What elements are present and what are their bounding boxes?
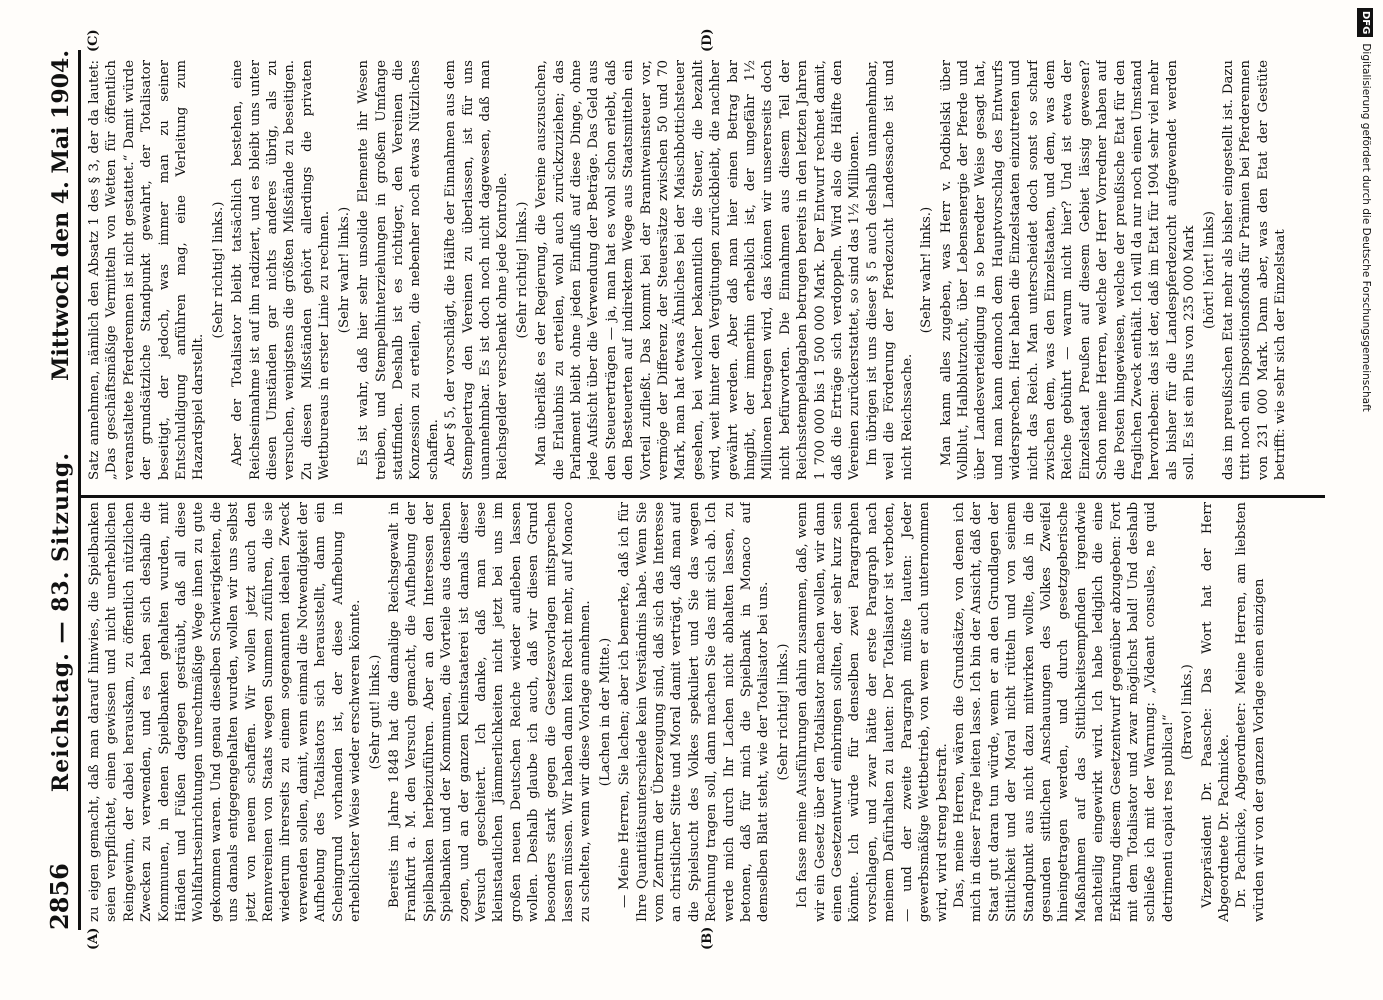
- paragraph: Aber § 5, der vorschlägt, die Hälfte der Einnahmen aus dem Stempelertrag den Vereinen zu überlassen, ist für uns unannehmbar. Es ist doch noch nicht dagewesen, daß man Reichsgelder verschenkt ohne jede Kontrolle.: [443, 60, 511, 480]
- dfg-logo: DFG: [1357, 8, 1373, 37]
- interjection: (Sehr richtig! links.): [775, 643, 791, 781]
- paragraph: Im übrigen ist uns dieser § 5 auch deshalb unannehmbar, weil die Förderung der Pferdezucht Landessache ist und nicht Reichssache.: [864, 60, 915, 480]
- session-date: Mittwoch den 4. Mai 1904.: [48, 50, 74, 381]
- paragraph: Man überläßt es der Regierung, die Vereine auszusuchen, die Erlaubnis zu erteilen, wohl auch zurückzuziehen; das Parlament bleibt ohne jeden Einfluß auf diese Dinge, ohne jede Aufsicht über die Verwendung der Beträge. Das Geld aus den Steuererträgen — ja, man hat es wohl schon erlebt, daß den Besteuerten auf indirektem Wege aus Staatsmitteln ein Vorteil zufließt. Das kommt bei der Branntweinsteuer vor, vermöge der Differenz der Steuersätze zwischen 50 und 70 Mark, man hat etwas Ähnliches bei der Maischbottichsteuer gesehen, bei welcher bekanntlich die Steuer, die bezahlt wird, weit hinter den Vergütungen zurückbleibt, die nachher gewährt werden. Aber daß man hier einen Betrag bar hingibt, der immerhin erheblich ist, der ungefähr 1½ Millionen betragen wird, das können wir unsererseits doch nicht befürworten. Die Einnahmen aus diesem Teil der Reichsstempelabgaben betrugen bereits in den letzten Jahren 1 700 000 bis 1 500 000 Mark. Der Entwurf rechnet damit, daß die Erträge sich verdoppeln. Wird also die Hälfte den Vereinen zurückerstattet, so sind das 1½ Millionen.: [534, 60, 863, 480]
- paragraph: Bereits im Jahre 1848 hat die damalige Reichsgewalt in Frankfurt a. M. den Versuch gemacht, die Aufhebung der Spielbanken herbeizuführen. Aber an den Interessen der Spielbanken und der Kommunen, die Vorteile aus denselben zogen, und an der ganzen Kleinstaaterei ist damals dieser Versuch gescheitert. Ich danke, daß man diese kleinstaatlichen Jämmerlichkeiten nicht jetzt bei uns im großen neuen Deutschen Reiche wieder aufleben lassen wollen. Deshalb glaube ich auch, daß wir diesen Grund besonders stark gegen die Gesetzesvorlagen mitsprechen lassen müssen. Wir haben dann kein Recht mehr, auf Monaco zu schelten, wenn wir diese Vorlage annehmen.: [386, 502, 594, 922]
- interjection: (Sehr wahr! links.): [336, 206, 352, 334]
- paragraph: Ich fasse meine Ausführungen dahin zusammen, daß, wenn wir ein Gesetz über den Totalisator machen wollen, wir dann einen Gesetzentwurf einbringen sollten, der sehr kurz sein könnte. Ich würde für denselben zwei Paragraphen vorschlagen, und zwar hätte der erste Paragraph nach meinem Dafürhalten zu lauten: Der Totalisator ist verboten, — und der zweite Paragraph müßte lauten: Jeder gewerbsmäßige Wettbetrieb, von wem er auch unternommen wird, wird streng bestraft.: [795, 502, 950, 922]
- left-column: [86, 502, 1326, 922]
- paragraph: Man kann alles zugeben, was Herr v. Podbielski über Vollblut, Halbblutzucht, über Lebensenergie der Pferde und über Landesverteidigung in so beredter Weise gesagt hat, und man kann dennoch dem Hauptvorschlag des Entwurfs widersprechen. Hier haben die Einzelstaaten einzutreten und nicht das Reich. Man unterscheidet doch sonst so scharf zwischen dem, was den Einzelstaaten, und dem, was dem Reiche gebührt — warum nicht hier? Und ist etwa der Einzelstaat Preußen auf diesem Gebiet lässig gewesen? Schon meine Herren, welche der Herr Vorredner haben auf die Posten hingewiesen, welche der preußische Etat für den fraglichen Zweck enthält. Ich will da nur noch einen Umstand hervorheben: das ist der, daß im Etat für 1904 sehr viel mehr als bisher für die Landespferdezucht aufgewendet werden soll. Es ist ein Plus von 235 000 Mark: [938, 60, 1198, 480]
- session-title: Reichstag. — 83. Sitzung.: [48, 452, 74, 793]
- column-divider: [80, 495, 1325, 498]
- paragraph: Aber der Totalisator bleibt tatsächlich bestehen, eine Reichseinnahme ist auf ihn radiziert, und es bleibt uns unter diesen Umständen gar nichts anderes übrig, als zu versuchen, wenigstens die größten Mißstände zu beseitigen. Zu diesen Mißständen gehört allerdings die privaten Wettbureaus in erster Linie zu rechnen.: [230, 60, 333, 480]
- header-rule: [78, 50, 81, 930]
- paragraph: Es ist wahr, daß hier sehr unsolide Elemente ihr Wesen treiben, und Stempelhinterziehungen in großem Umfange stattfinden. Deshalb ist es richtiger, den Vereinen die Konzession zu erteilen, die nebenher noch etwas Nützliches schaffen.: [356, 60, 441, 480]
- interjection: (Sehr wahr! links.): [919, 206, 935, 334]
- paragraph: — Meine Herren, Sie lachen; aber ich bemerke, daß ich für Ihre Quantitätsunterschiede kein Verständnis habe. Wenn Sie vom Zentrum der Überzeugung sind, daß sich das Interesse an christlicher Sitte und Moral damit verträgt, daß man auf die Spielsucht des Volkes spekuliert und Sie das wegen Rechnung tragen soll, dann machen Sie das mit sich ab. Ich werde mich durch Ihr Lachen nicht abhalten lassen, zu betonen, daß für mich die Spielbank in Monaco auf demselben Blatt steht, wie der Totalisator bei uns.: [617, 502, 772, 922]
- stamp-text: Digitalisierung gefördert durch die Deutsche Forschungsgemeinschaft: [1360, 43, 1372, 412]
- speaker-paragraph: Vizepräsident Dr. Paasche: Das Wort hat der Herr Abgeordnete Dr. Pachnicke.: [1199, 502, 1232, 922]
- paragraph: das im preußischen Etat mehr als bisher eingestellt ist. Dazu tritt noch ein Dispositionsfonds für Prämien bei Pferderennen von 231 000 Mark. Dann aber, was den Etat der Gestüte betrifft: wie sehr sich der Einzelstaat: [1221, 60, 1289, 480]
- interjection: (Sehr gut! links.): [367, 654, 383, 770]
- margin-mark-b: (B): [700, 926, 715, 950]
- page-number: 2856: [45, 863, 74, 930]
- interjection: (Bravo! links.): [1180, 664, 1196, 760]
- paragraph: Das, meine Herren, wären die Grundsätze, von denen ich mich in dieser Frage leiten lasse. Ich bin der Ansicht, daß der Staat gut daran tun würde, wenn er an den Grundlagen der Sittlichkeit und der Moral nicht rütteln und von seinem Standpunkt aus nicht dazu mitwirken wollte, daß in die gesunden sittlichen Anschauungen des Volkes Zweifel hineingetragen werden, und durch gesetzgeberische Maßnahmen auf das Sittlichkeitsempfinden irgendwie nachteilig eingewirkt wird. Ich habe lediglich die eine Erklärung diesem Gesetzentwurf gegenüber abzugeben: Fort mit dem Totalisator und zwar möglichst bald! Und deshalb schließe ich mit der Warnung: „Videant consules, ne quid detrimenti capiat res publica!“: [951, 502, 1176, 922]
- interjection: (Lachen in der Mitte.): [597, 637, 613, 787]
- paragraph: zu eigen gemacht, daß man darauf hinwies, die Spielbanken seien verpflichtet, einen gewissen und nicht unerheblichen Reingewinn, der dabei herauskam, zu öffentlich nützlichen Zwecken zu verwenden, und es haben sich deshalb die Kommunen, in denen Spielbanken gehalten wurden, mit Händen und Füßen dagegen gesträubt, daß all diese Wohlfahrtseinrichtungen unrechtmäßige Wege ihnen zu gute gekommen waren. Und genau dieselben Schwierigkeiten, die uns damals entgegengehalten wurden, wollen wir uns selbst jetzt von neuem schaffen. Wir wollen jetzt auch den Rennvereinen von Staats wegen Summen zuführen, die sie wiederum ihrerseits zu einem sogenannten idealen Zweck verwenden sollen, damit, wenn einmal die Notwendigkeit der Aufhebung des Totalisators sich herausstellt, dann ein Scheingrund vorhanden ist, der diese Aufhebung in erheblichster Weise wieder erschweren könnte.: [87, 502, 364, 922]
- right-column: [86, 60, 1326, 480]
- margin-mark-a: (A): [86, 927, 101, 950]
- interjection: (Sehr richtig! links.): [210, 201, 226, 339]
- page-header: [40, 50, 74, 930]
- interjection: (Sehr richtig! links.): [514, 201, 530, 339]
- interjection: (hört! hört! links): [1201, 211, 1217, 330]
- margin-mark-c: (C): [86, 29, 101, 52]
- speaker-paragraph: Dr. Pachnicke, Abgeordneter: Meine Herren, am liebsten würden wir von der ganzen Vorlage einen einzigen: [1234, 502, 1267, 922]
- digitization-stamp: [1358, 8, 1374, 998]
- paragraph: Satz annehmen, nämlich den Absatz 1 des § 3, der da lautet: „Das geschäftsmäßige Vermitteln von Wetten für öffentlich veranstaltete Pferderennen ist nicht gestattet.“ Damit würde der grundsätzliche Standpunkt gewahrt, der Totalisator beseitigt, der jedoch, was immer man zu seiner Entschuldigung anführen mag, eine Verleitung zum Hazardspiel darstellt.: [87, 60, 207, 480]
- margin-mark-d: (D): [700, 28, 715, 52]
